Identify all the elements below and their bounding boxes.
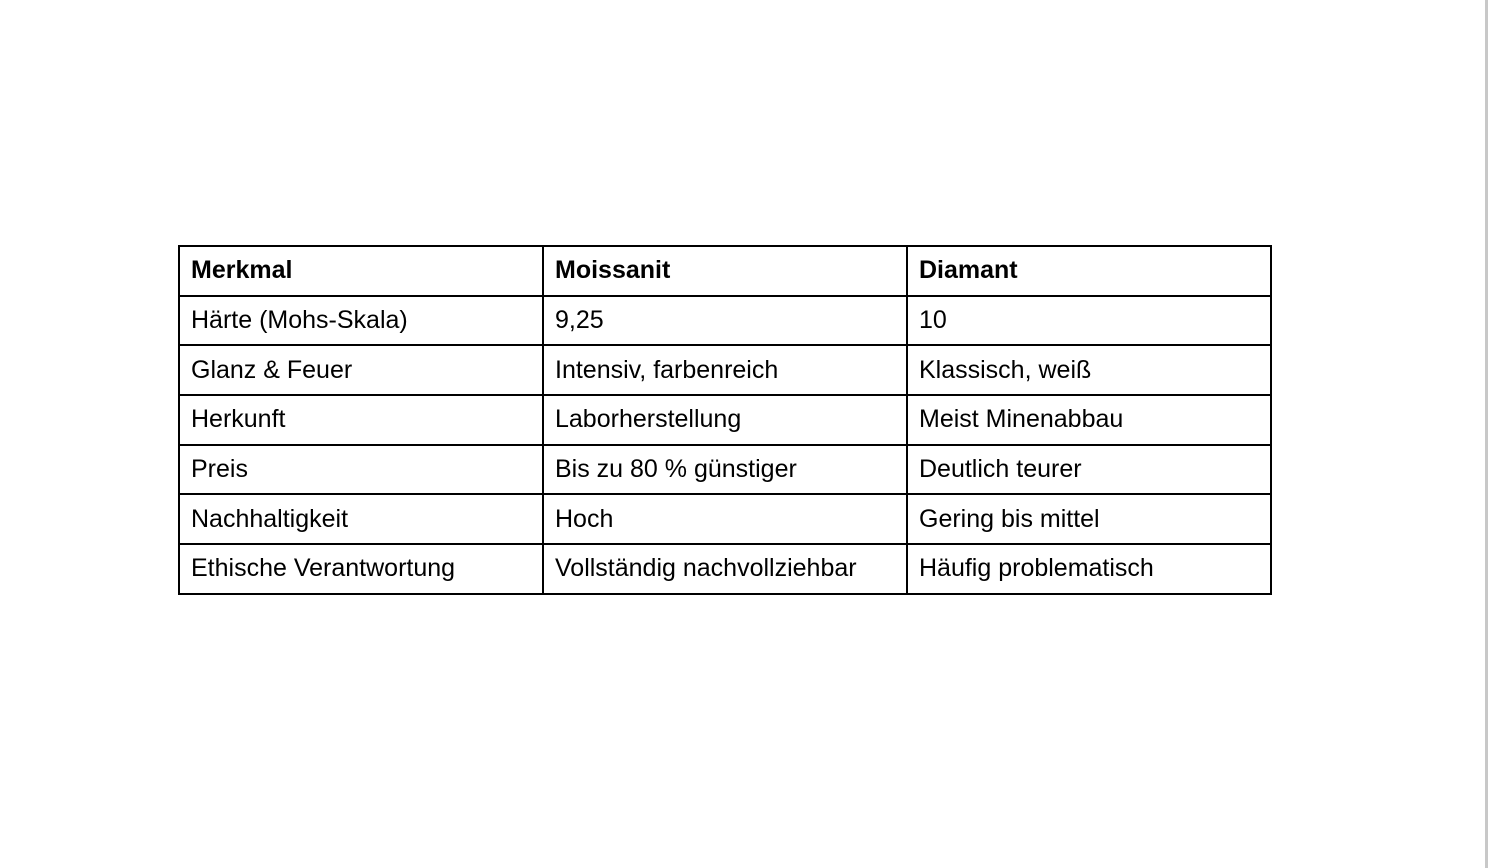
table-cell: Vollständig nachvollziehbar <box>543 544 907 594</box>
table-header-row <box>179 246 1271 296</box>
table-row <box>179 345 1271 395</box>
table-cell: 10 <box>907 296 1271 346</box>
table-row <box>179 395 1271 445</box>
comparison-table <box>178 245 1272 595</box>
header-cell: Moissanit <box>543 246 907 296</box>
table-row <box>179 445 1271 495</box>
table-cell: Bis zu 80 % günstiger <box>543 445 907 495</box>
table-cell: Härte (Mohs-Skala) <box>179 296 543 346</box>
table-cell: Intensiv, farbenreich <box>543 345 907 395</box>
table-cell: Hoch <box>543 494 907 544</box>
header-cell: Merkmal <box>179 246 543 296</box>
header-cell: Diamant <box>907 246 1271 296</box>
table-cell: Deutlich teurer <box>907 445 1271 495</box>
table-cell: Nachhaltigkeit <box>179 494 543 544</box>
table-cell: Klassisch, weiß <box>907 345 1271 395</box>
table-cell: Glanz & Feuer <box>179 345 543 395</box>
table-cell: Herkunft <box>179 395 543 445</box>
table-cell: Laborherstellung <box>543 395 907 445</box>
table-row <box>179 544 1271 594</box>
table-cell: Preis <box>179 445 543 495</box>
table-row <box>179 296 1271 346</box>
table-cell: Gering bis mittel <box>907 494 1271 544</box>
table-cell: Häufig problematisch <box>907 544 1271 594</box>
table-cell: Meist Minenabbau <box>907 395 1271 445</box>
table-cell: 9,25 <box>543 296 907 346</box>
table-row <box>179 494 1271 544</box>
table-cell: Ethische Verantwortung <box>179 544 543 594</box>
